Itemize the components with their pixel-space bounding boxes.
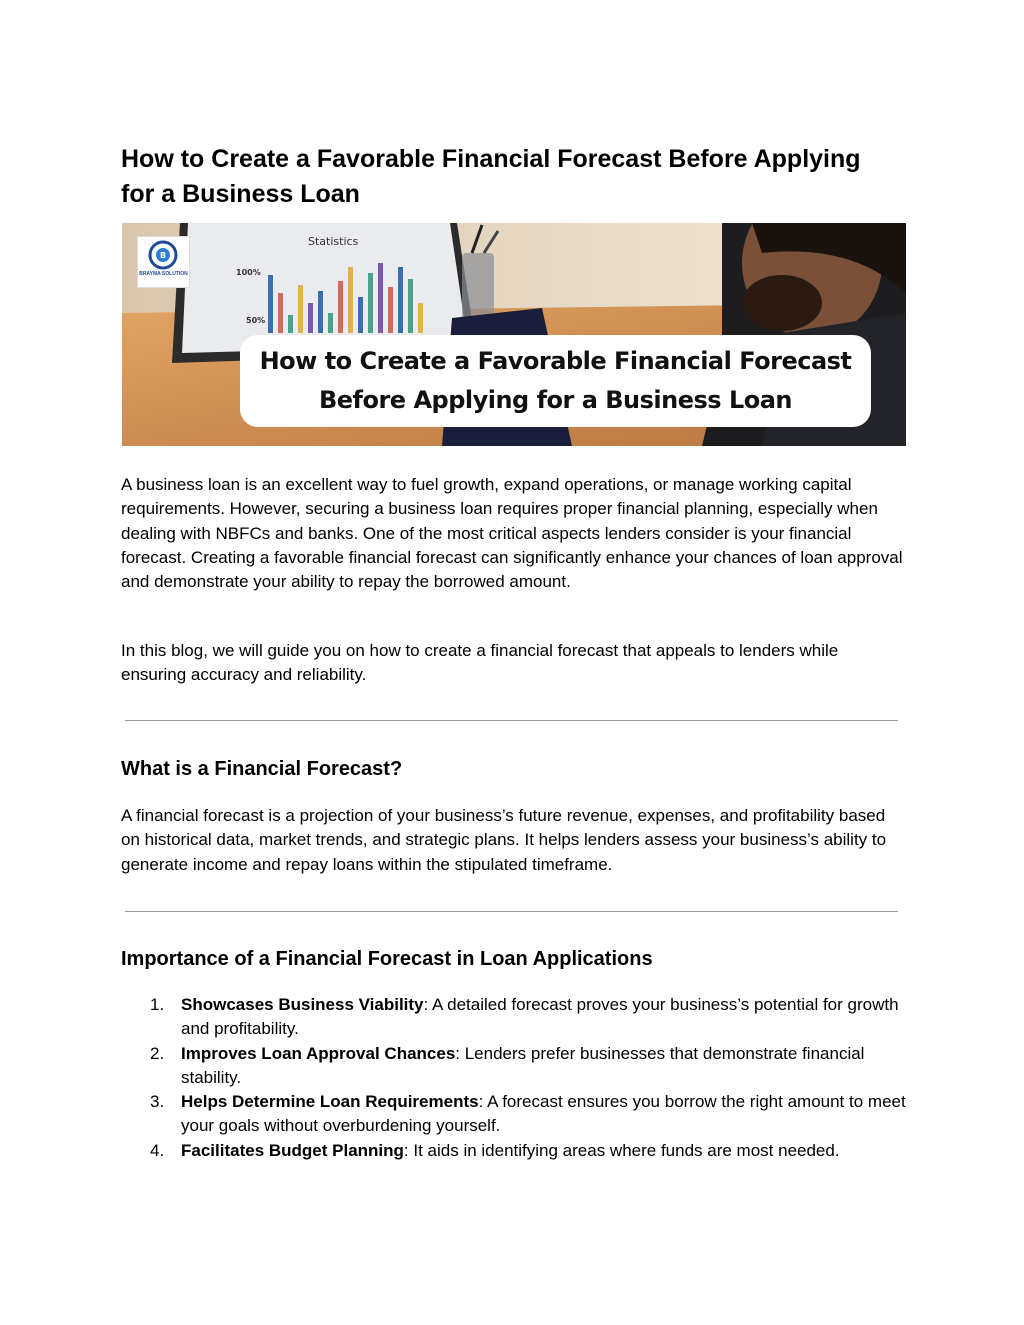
intro-paragraph: A business loan is an excellent way to fuel growth, expand operations, or manage working capital requirements. However, securing a business loan requires proper financial planning, especially when dealing with NBFCs and banks. One of the most critical aspects lenders consider is your financial forecast. Creating a favorable financial forecast can significantly enhance your chances of loan approval and demonstrate your ability to repay the borrowed amount. (121, 475, 903, 592)
list-item-text: : A forecast ensures you borrow the right amount to meet your goals without overburdening yourself. (181, 1092, 906, 1136)
list-item-number: 1. (150, 995, 165, 1014)
brand-logo (137, 236, 190, 288)
hero-image (122, 223, 906, 446)
list-item-text: : Lenders prefer businesses that demonstrate financial stability. (181, 1043, 865, 1087)
list-item-number: 4. (150, 1140, 165, 1160)
section-heading-importance: Importance of a Financial Forecast in Loan Applications (121, 948, 653, 970)
list-item-title: Facilitates Budget Planning (181, 1140, 404, 1160)
section-divider (125, 911, 898, 912)
hero-caption-line2: Before Applying for a Business Loan (318, 386, 793, 414)
list-item-text: : A detailed forecast proves your business’s potential for growth and profitability. (181, 995, 899, 1039)
list-item-number: 2. (150, 1043, 165, 1063)
blog-intro-paragraph: In this blog, we will guide you on how to create a financial forecast that appeals to lenders while ensuring accuracy and reliability. (121, 641, 839, 685)
list-item (121, 993, 906, 1042)
section-heading-what-is-forecast: What is a Financial Forecast? (121, 758, 403, 780)
screen-title: Statistics (308, 235, 359, 248)
forecast-definition-paragraph: A financial forecast is a projection of your business’s future revenue, expenses, and profitability based on historical data, market trends, and strategic plans. It helps lenders assess your business’s ability to generate income and repay loans within the stipulated timeframe. (121, 806, 887, 874)
importance-list (121, 993, 906, 1163)
list-item-title: Showcases Business Viability (181, 995, 424, 1014)
list-item (121, 1090, 906, 1139)
screen-tick-50: 50% (246, 316, 266, 325)
list-item (121, 1139, 906, 1163)
list-item-number: 3. (150, 1092, 165, 1112)
logo-text: BRAYMA SOLUTION (139, 271, 188, 277)
hero-caption-line1: How to Create a Favorable Financial Forecast (259, 347, 852, 375)
screen-tick-100: 100% (236, 268, 261, 277)
list-item-title: Improves Loan Approval Chances (181, 1043, 456, 1063)
section-divider (125, 720, 898, 721)
list-item-text: : It aids in identifying areas where funds are most needed. (403, 1140, 840, 1160)
article-title: How to Create a Favorable Financial Forecast Before Applying for a Business Loan (121, 145, 861, 208)
logo-emblem-icon (138, 237, 189, 271)
svg-text:B: B (159, 251, 167, 260)
hero-caption (240, 335, 871, 427)
list-item-title: Helps Determine Loan Requirements (181, 1092, 479, 1112)
list-item (121, 1042, 906, 1091)
